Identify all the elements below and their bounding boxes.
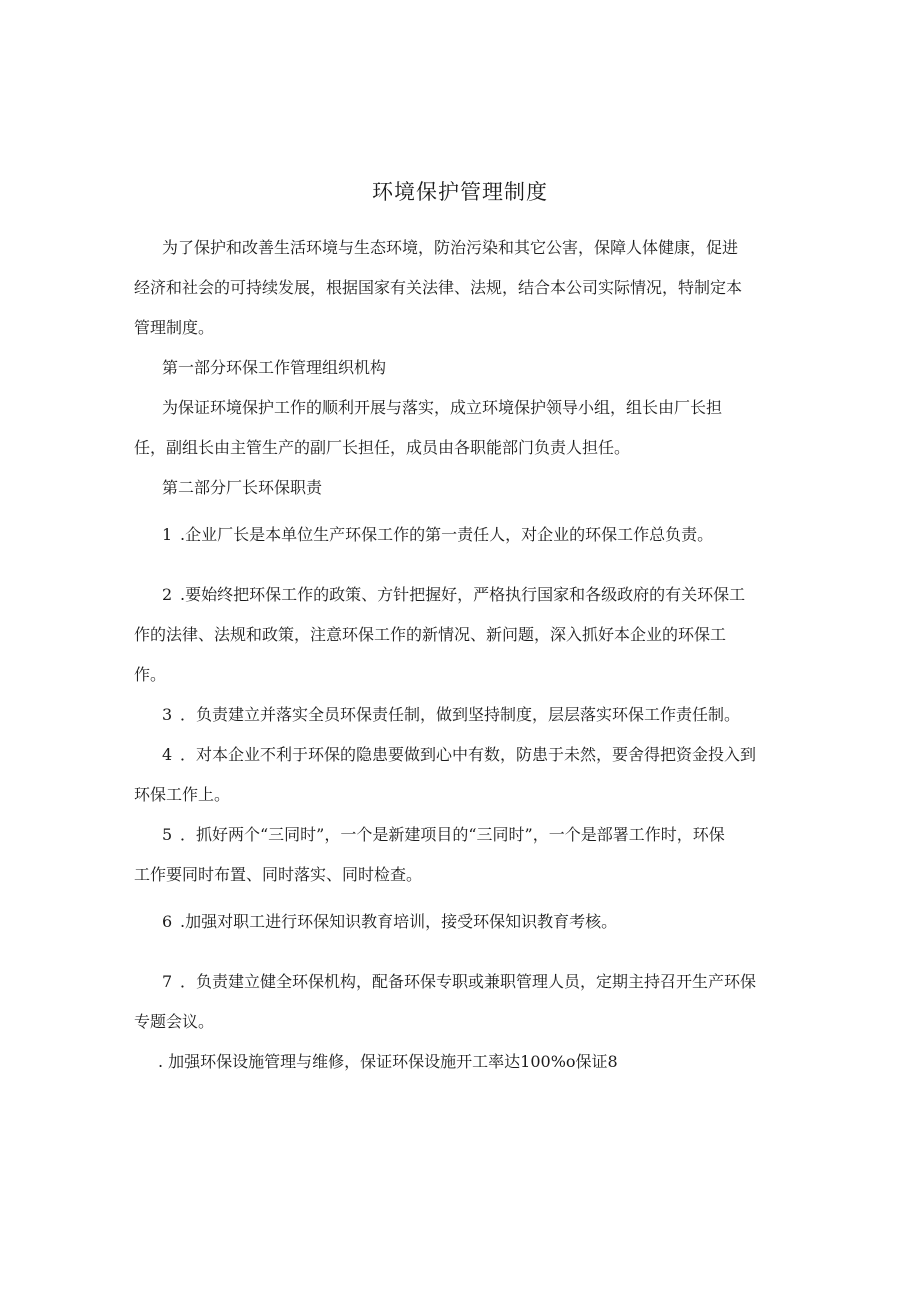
item-5-line-2: 工作要同时布置、同时落实、同时检查。 xyxy=(134,865,423,884)
item-2-line-1: .要始终把环保工作的政策、方针把握好，严格执行国家和各级政府的有关环保工 xyxy=(180,585,746,604)
item-5-line-1: ．抓好两个“三同时”，一个是新建项目的“三同时”，一个是部署工作时，环保 xyxy=(180,825,725,844)
item-5-number: 5 xyxy=(162,825,173,844)
item-6-line-1: .加强对职工进行环保知识教育培训，接受环保知识教育考核。 xyxy=(180,912,618,931)
item-4-line-1: ．对本企业不利于环保的隐患要做到心中有数，防患于未然，要舍得把资金投入到 xyxy=(180,745,757,764)
item-4-line-2: 环保工作上。 xyxy=(134,785,231,804)
intro-line-3: 管理制度。 xyxy=(134,318,215,337)
item-7-line-1: ．负责建立健全环保机构，配备环保专职或兼职管理人员，定期主持召开生产环保 xyxy=(180,972,757,991)
item-3-line-1: ．负责建立并落实全员环保责任制，做到坚持制度，层层落实环保工作责任制。 xyxy=(180,705,741,724)
item-7-line-2: 专题会议。 xyxy=(134,1012,215,1031)
item-2-number: 2 xyxy=(162,585,173,604)
part1-body-line-1: 为保证环境保护工作的顺利开展与落实，成立环境保护领导小组，组长由厂长担 xyxy=(162,398,723,417)
intro-line-1: 为了保护和改善生活环境与生态环境，防治污染和其它公害，保障人体健康，促进 xyxy=(162,238,739,257)
item-1-line-1: .企业厂长是本单位生产环保工作的第一责任人，对企业的环保工作总负责。 xyxy=(180,525,714,544)
item-7-number: 7 xyxy=(162,972,173,991)
part1-heading: 第一部分环保工作管理组织机构 xyxy=(162,358,387,377)
item-1-number: 1 xyxy=(162,525,173,544)
document-title: 环境保护管理制度 xyxy=(372,180,548,204)
intro-line-2: 经济和社会的可持续发展，根据国家有关法律、法规，结合本公司实际情况，特制定本 xyxy=(134,278,743,297)
part2-heading: 第二部分厂长环保职责 xyxy=(162,478,323,497)
item-8-line-1: . 加强环保设施管理与维修，保证环保设施开工率达100%o保证8 xyxy=(158,1052,618,1071)
item-4-number: 4 xyxy=(162,745,173,764)
item-3-number: 3 xyxy=(162,705,173,724)
item-6-number: 6 xyxy=(162,912,173,931)
item-2-line-2: 作的法律、法规和政策，注意环保工作的新情况、新问题，深入抓好本企业的环保工 xyxy=(134,625,727,644)
item-2-line-3: 作。 xyxy=(134,665,167,684)
part1-body-line-2: 任，副组长由主管生产的副厂长担任，成员由各职能部门负责人担任。 xyxy=(134,438,631,457)
